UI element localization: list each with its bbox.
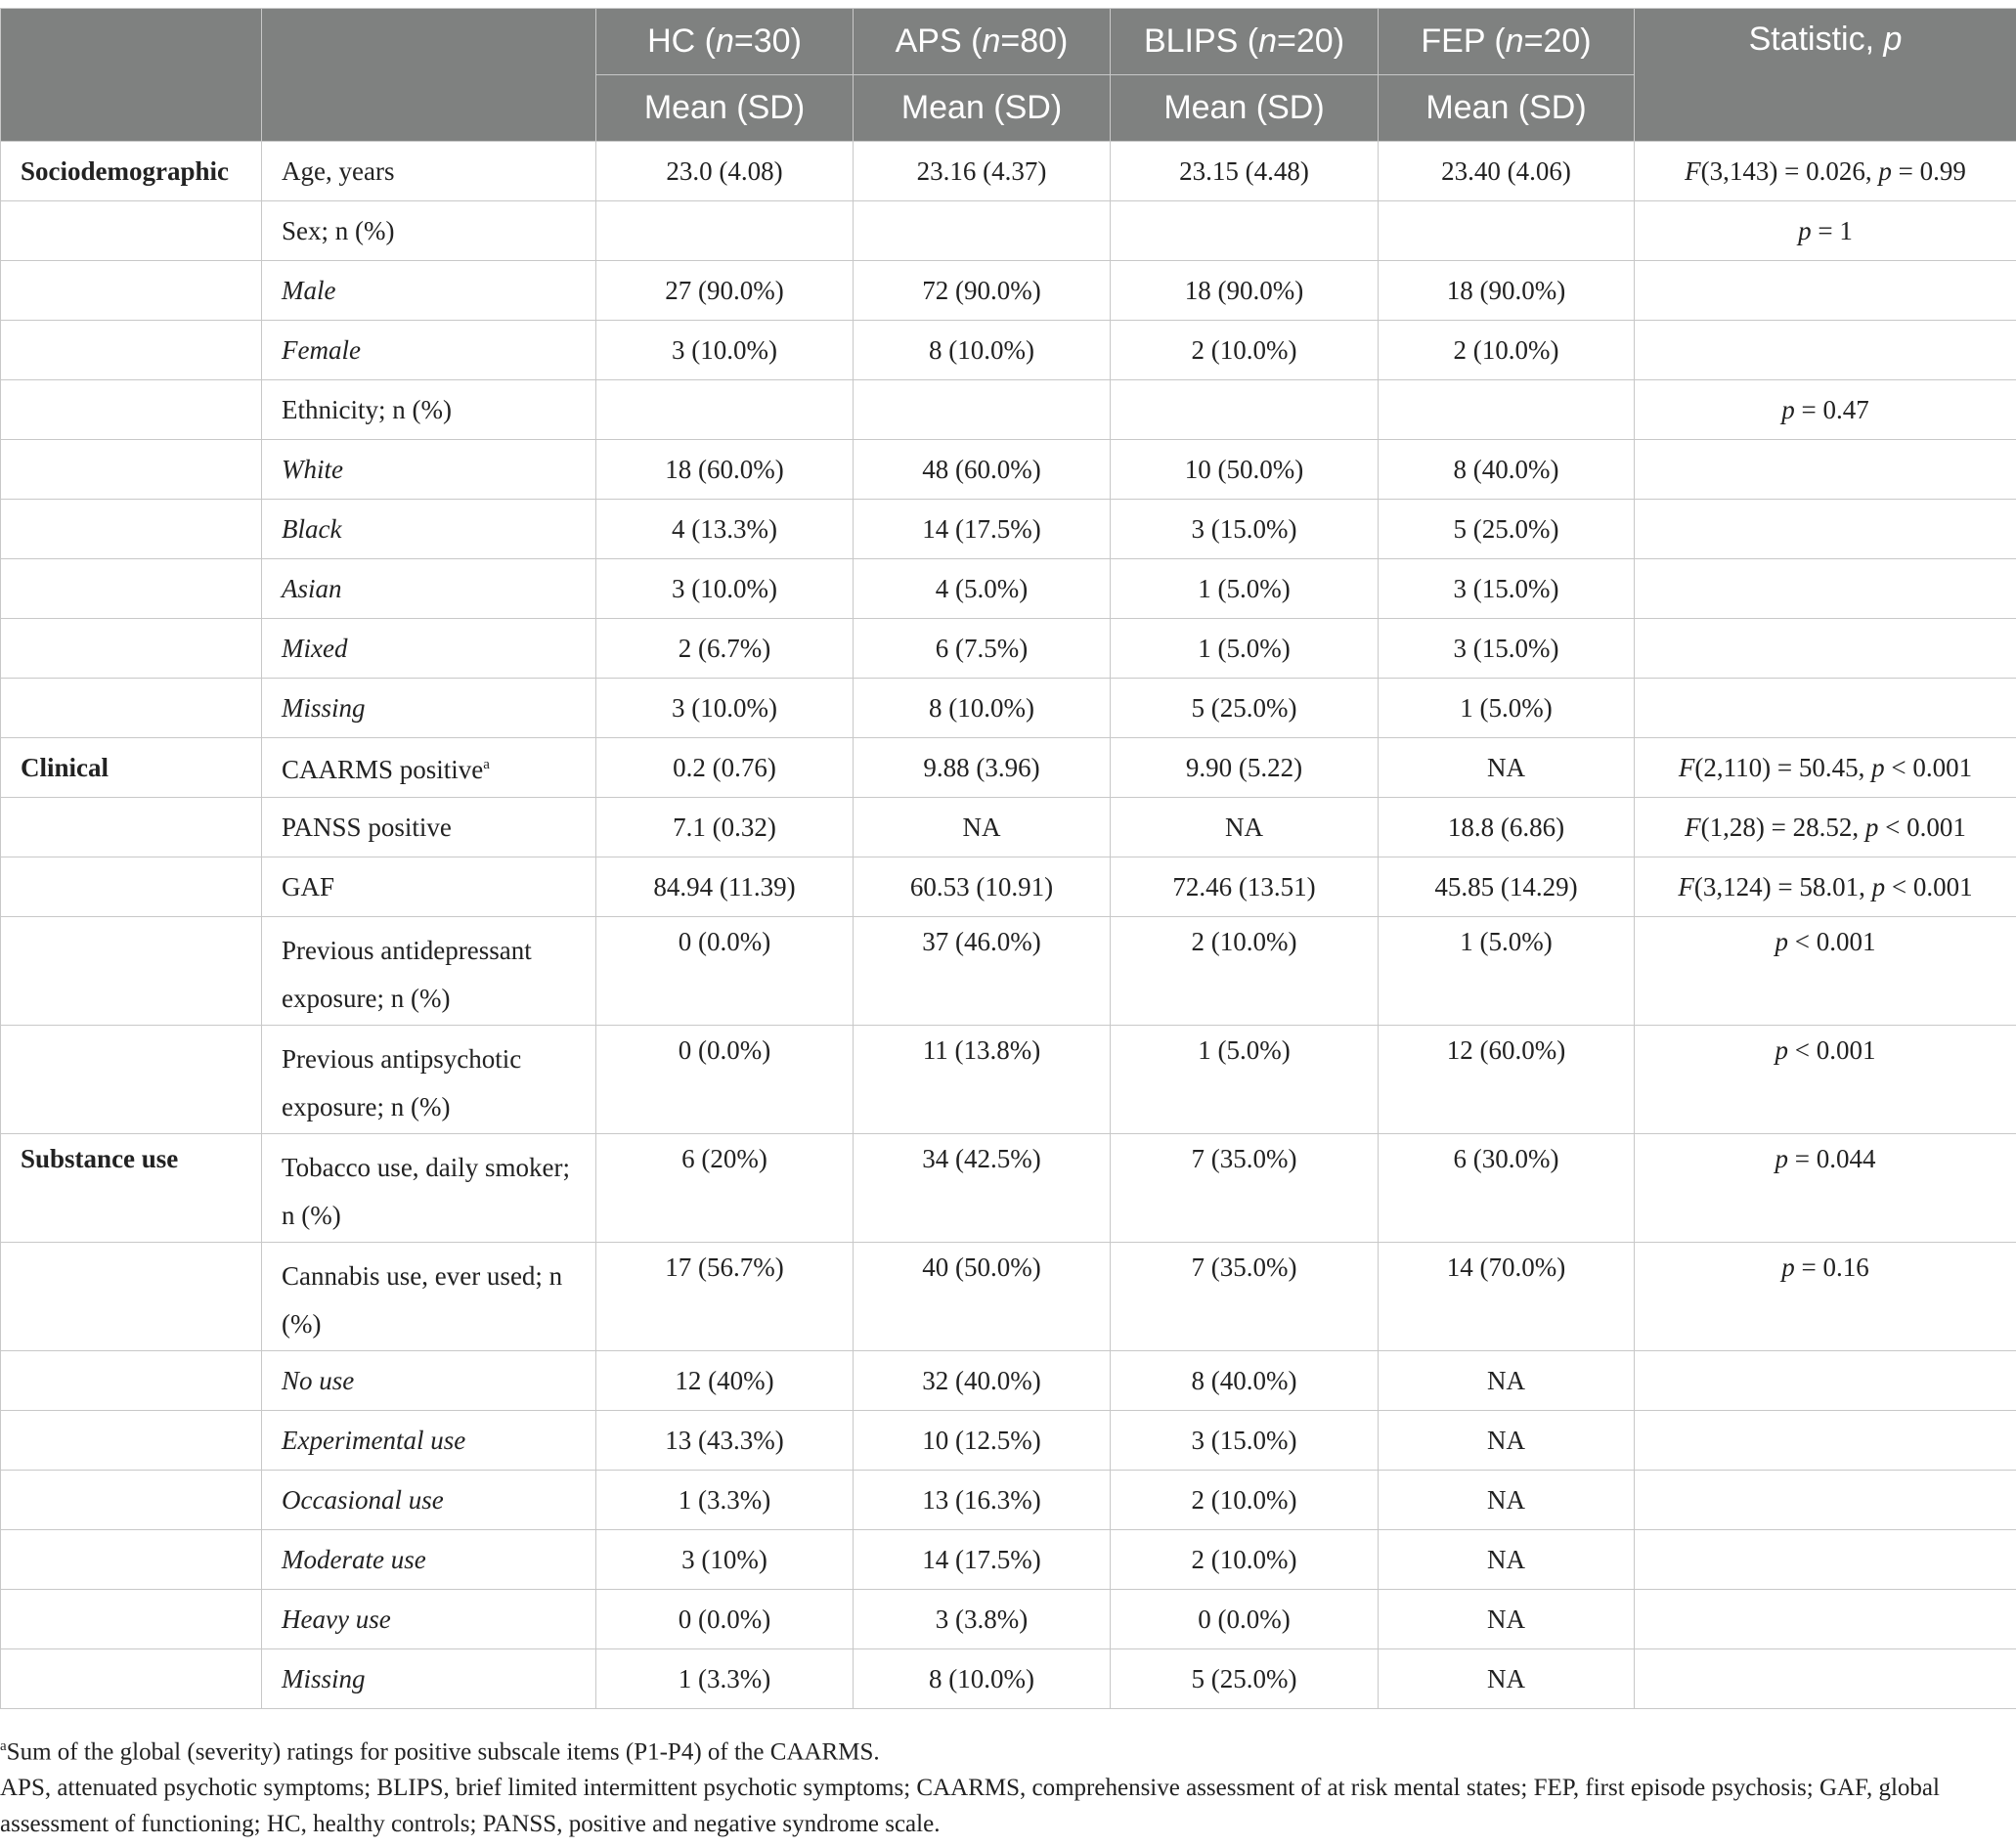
table-row [1,1351,2016,1411]
statistic-part: < 0.001 [1788,927,1876,956]
table-row [1,142,2016,201]
row-variable-label: Occasional use [282,1484,444,1515]
cell-statistic [1635,201,2016,261]
cell-aps: 4 (5.0%) [854,559,1111,619]
cell-hc: 17 (56.7%) [596,1243,854,1351]
cell-fep: NA [1379,1649,1635,1709]
table-row [1,917,2016,1026]
row-variable-label: PANSS positive [282,812,452,842]
row-variable-label: Male [282,275,336,305]
row-variable [262,1471,596,1530]
cell-statistic [1635,261,2016,321]
cell-hc: 13 (43.3%) [596,1411,854,1471]
footnote-marker: a [483,757,490,772]
row-variable [262,619,596,679]
cell-aps: 8 (10.0%) [854,321,1111,380]
row-variable [262,1649,596,1709]
row-variable-label: CAARMS positive [282,755,484,784]
row-variable-label: Black [282,513,342,544]
footnote-a: $^a$Sum of the global (severity) ratings for positive subscale items (P1-P4) of the CAARMS. [0,1738,880,1766]
cell-blips: 5 (25.0%) [1111,679,1379,738]
cell-blips [1111,380,1379,440]
header-hc: HC (n=30) [596,9,854,75]
cell-statistic [1635,619,2016,679]
row-variable-label: Missing [282,692,366,723]
cell-aps: 13 (16.3%) [854,1471,1111,1530]
row-category [1,679,262,738]
cell-blips [1111,201,1379,261]
row-category [1,1649,262,1709]
cell-blips: 10 (50.0%) [1111,440,1379,500]
row-category [1,798,262,857]
statistic-part: (3,124) = 58.01, [1693,871,1872,901]
cell-fep: 23.40 (4.06) [1379,142,1635,201]
header-blips: BLIPS (n=20) [1111,9,1379,75]
table-body [1,142,2016,1709]
row-category [1,857,262,917]
row-variable-label: Heavy use [282,1604,391,1634]
cell-statistic [1635,1471,2016,1530]
cell-aps [854,380,1111,440]
cell-statistic [1635,1411,2016,1471]
cell-blips: 72.46 (13.51) [1111,857,1379,917]
row-variable-label: Moderate use [282,1544,426,1574]
cell-fep [1379,380,1635,440]
row-variable-label: Asian [282,573,342,603]
cell-fep: NA [1379,1411,1635,1471]
row-variable [262,1351,596,1411]
header-hc-subhead: Mean (SD) [596,75,854,142]
table-row [1,380,2016,440]
table-row [1,1134,2016,1243]
cell-fep: 12 (60.0%) [1379,1026,1635,1134]
row-variable-label: Age, years [282,155,395,186]
table-row [1,857,2016,917]
statistic-part: p [1775,1035,1788,1065]
cell-hc: 12 (40%) [596,1351,854,1411]
cell-statistic [1635,380,2016,440]
header-statistic: Statistic, p [1635,9,2016,142]
cell-aps [854,201,1111,261]
row-category [1,500,262,559]
table-row [1,1530,2016,1590]
row-variable [262,679,596,738]
cell-fep: 1 (5.0%) [1379,917,1635,1026]
cell-blips: 5 (25.0%) [1111,1649,1379,1709]
statistic-part: (3,143) = 0.026, [1700,155,1879,186]
header-aps: APS (n=80) [854,9,1111,75]
cell-blips: 1 (5.0%) [1111,1026,1379,1134]
cell-statistic [1635,559,2016,619]
statistic-part: F [1678,871,1694,901]
cell-hc: 4 (13.3%) [596,500,854,559]
table-row [1,679,2016,738]
statistic-part: = 0.47 [1794,394,1869,424]
row-variable-label: Mixed [282,633,348,663]
cell-statistic [1635,738,2016,798]
cell-blips: 2 (10.0%) [1111,321,1379,380]
cell-aps: 6 (7.5%) [854,619,1111,679]
cell-blips: 18 (90.0%) [1111,261,1379,321]
row-variable-label: Ethnicity; n (%) [282,394,452,424]
cell-statistic [1635,1026,2016,1134]
table-row [1,1411,2016,1471]
row-variable [262,738,596,798]
table-row [1,738,2016,798]
cell-aps: 48 (60.0%) [854,440,1111,500]
table-header [1,9,2016,142]
cell-aps: 23.16 (4.37) [854,142,1111,201]
cell-hc: 0 (0.0%) [596,1026,854,1134]
cell-hc: 3 (10%) [596,1530,854,1590]
row-category [1,321,262,380]
cell-blips: 23.15 (4.48) [1111,142,1379,201]
statistic-part: p [1781,394,1795,424]
row-category: Clinical [1,738,262,798]
row-variable-label: Cannabis use, ever used; n (%) [282,1261,563,1339]
cell-fep: 3 (15.0%) [1379,559,1635,619]
cell-hc: 18 (60.0%) [596,440,854,500]
row-variable [262,1243,596,1351]
row-variable [262,798,596,857]
cell-hc: 0 (0.0%) [596,917,854,1026]
row-variable [262,201,596,261]
cell-statistic [1635,679,2016,738]
cell-fep: 8 (40.0%) [1379,440,1635,500]
statistic-part: = 0.99 [1891,155,1966,186]
row-category [1,380,262,440]
cell-hc: 0 (0.0%) [596,1590,854,1649]
table-row [1,798,2016,857]
cell-blips: NA [1111,798,1379,857]
cell-statistic [1635,500,2016,559]
row-variable [262,261,596,321]
cell-blips: 2 (10.0%) [1111,1471,1379,1530]
cell-fep: NA [1379,1471,1635,1530]
table-row [1,500,2016,559]
row-variable [262,1134,596,1243]
cell-hc: 3 (10.0%) [596,321,854,380]
cell-fep: 45.85 (14.29) [1379,857,1635,917]
row-variable-label: GAF [282,871,335,901]
cell-hc: 0.2 (0.76) [596,738,854,798]
cell-aps: 9.88 (3.96) [854,738,1111,798]
header-variable-blank [262,9,596,142]
row-variable [262,1026,596,1134]
cell-hc: 2 (6.7%) [596,619,854,679]
statistic-part: p [1871,871,1886,901]
row-category [1,1243,262,1351]
row-variable [262,1530,596,1590]
cell-aps: 14 (17.5%) [854,500,1111,559]
row-variable [262,321,596,380]
cell-blips: 7 (35.0%) [1111,1243,1379,1351]
cell-statistic [1635,1134,2016,1243]
statistic-part: p [1864,812,1879,842]
header-fep: FEP (n=20) [1379,9,1635,75]
row-category [1,261,262,321]
table-row [1,619,2016,679]
cell-aps: 34 (42.5%) [854,1134,1111,1243]
footnotes [0,1729,2016,1842]
header-fep-subhead: Mean (SD) [1379,75,1635,142]
cell-aps: 8 (10.0%) [854,1649,1111,1709]
cell-fep: 1 (5.0%) [1379,679,1635,738]
statistic-part: p [1871,752,1885,782]
table-row [1,321,2016,380]
demographics-table [0,8,2016,1709]
cell-aps: 10 (12.5%) [854,1411,1111,1471]
cell-hc: 1 (3.3%) [596,1649,854,1709]
cell-hc: 1 (3.3%) [596,1471,854,1530]
table-row [1,1026,2016,1134]
statistic-part: < 0.001 [1884,752,1973,782]
row-category [1,1530,262,1590]
statistic-part: F [1685,812,1701,842]
row-variable-label: Previous antipsychotic exposure; n (%) [282,1044,522,1121]
cell-fep [1379,201,1635,261]
footnote-abbreviations: APS, attenuated psychotic symptoms; BLIPS, brief limited intermittent psychotic symptoms; CAARMS, comprehensive assessment of at risk mental states; FEP, first episode psychosis; GAF, global assessment of functioning; HC, healthy controls; PANSS, positive and negative syndrome scale. [0,1775,1940,1838]
cell-statistic [1635,917,2016,1026]
cell-hc: 3 (10.0%) [596,679,854,738]
cell-blips: 9.90 (5.22) [1111,738,1379,798]
row-category: Sociodemographic [1,142,262,201]
cell-fep: NA [1379,738,1635,798]
cell-hc: 3 (10.0%) [596,559,854,619]
statistic-part: p [1775,1144,1788,1173]
cell-hc: 23.0 (4.08) [596,142,854,201]
statistic-part: < 0.001 [1885,871,1973,901]
cell-fep: 18 (90.0%) [1379,261,1635,321]
table-row [1,1243,2016,1351]
cell-aps: 14 (17.5%) [854,1530,1111,1590]
row-variable [262,857,596,917]
cell-statistic [1635,798,2016,857]
statistic-part: = 0.16 [1794,1253,1869,1282]
table-row [1,1471,2016,1530]
cell-blips: 2 (10.0%) [1111,1530,1379,1590]
row-variable [262,142,596,201]
header-blips-subhead: Mean (SD) [1111,75,1379,142]
cell-fep: NA [1379,1351,1635,1411]
table-row [1,559,2016,619]
cell-hc [596,380,854,440]
cell-hc: 84.94 (11.39) [596,857,854,917]
row-variable-label: Experimental use [282,1425,466,1455]
row-variable [262,1411,596,1471]
cell-aps: 32 (40.0%) [854,1351,1111,1411]
cell-hc: 7.1 (0.32) [596,798,854,857]
row-variable [262,559,596,619]
row-category [1,201,262,261]
cell-fep: NA [1379,1590,1635,1649]
cell-blips: 0 (0.0%) [1111,1590,1379,1649]
cell-aps: 3 (3.8%) [854,1590,1111,1649]
cell-blips: 1 (5.0%) [1111,619,1379,679]
row-variable-label: Missing [282,1663,366,1693]
cell-statistic [1635,1649,2016,1709]
statistic-part: (1,28) = 28.52, [1700,812,1865,842]
row-variable-label: Previous antidepressant exposure; n (%) [282,936,532,1013]
cell-statistic [1635,440,2016,500]
statistic-part: p [1781,1253,1795,1282]
row-category: Substance use [1,1134,262,1243]
statistic-part: p [1878,155,1892,186]
cell-statistic [1635,857,2016,917]
row-variable-label: Female [282,334,361,365]
cell-blips: 8 (40.0%) [1111,1351,1379,1411]
statistic-part: p [1775,927,1788,956]
row-variable-label: No use [282,1365,355,1395]
cell-fep: NA [1379,1530,1635,1590]
row-category [1,917,262,1026]
statistic-part: F [1678,752,1695,782]
table-row [1,440,2016,500]
cell-aps: 60.53 (10.91) [854,857,1111,917]
row-category [1,1411,262,1471]
statistic-part: < 0.001 [1878,812,1966,842]
statistic-part: (2,110) = 50.45, [1694,752,1872,782]
table-row [1,201,2016,261]
row-variable-label: Tobacco use, daily smoker; n (%) [282,1153,571,1230]
header-category-blank [1,9,262,142]
cell-fep: 14 (70.0%) [1379,1243,1635,1351]
row-category [1,440,262,500]
cell-fep: 5 (25.0%) [1379,500,1635,559]
row-variable [262,917,596,1026]
cell-statistic [1635,1530,2016,1590]
cell-aps: 40 (50.0%) [854,1243,1111,1351]
row-category [1,1590,262,1649]
cell-aps: NA [854,798,1111,857]
cell-blips: 3 (15.0%) [1111,500,1379,559]
cell-hc: 27 (90.0%) [596,261,854,321]
header-aps-subhead: Mean (SD) [854,75,1111,142]
row-category [1,619,262,679]
row-variable-label: Sex; n (%) [282,215,395,245]
row-category [1,559,262,619]
cell-aps: 11 (13.8%) [854,1026,1111,1134]
statistic-part: = 0.044 [1788,1144,1876,1173]
statistic-part: F [1685,155,1701,186]
statistic-part: p [1798,215,1812,245]
cell-aps: 72 (90.0%) [854,261,1111,321]
statistic-part: < 0.001 [1788,1035,1876,1065]
cell-fep: 18.8 (6.86) [1379,798,1635,857]
cell-statistic [1635,142,2016,201]
row-variable [262,500,596,559]
row-category [1,1026,262,1134]
row-variable [262,380,596,440]
cell-fep: 6 (30.0%) [1379,1134,1635,1243]
row-category [1,1471,262,1530]
cell-blips: 2 (10.0%) [1111,917,1379,1026]
row-variable [262,1590,596,1649]
row-variable-label: White [282,454,343,484]
row-variable [262,440,596,500]
cell-blips: 7 (35.0%) [1111,1134,1379,1243]
cell-statistic [1635,1351,2016,1411]
statistic-part: = 1 [1811,215,1853,245]
cell-hc: 6 (20%) [596,1134,854,1243]
row-category [1,1351,262,1411]
cell-blips: 3 (15.0%) [1111,1411,1379,1471]
cell-fep: 3 (15.0%) [1379,619,1635,679]
table-row [1,261,2016,321]
cell-hc [596,201,854,261]
cell-aps: 37 (46.0%) [854,917,1111,1026]
cell-statistic [1635,1243,2016,1351]
cell-fep: 2 (10.0%) [1379,321,1635,380]
cell-statistic [1635,321,2016,380]
table-row [1,1649,2016,1709]
table-row [1,1590,2016,1649]
cell-statistic [1635,1590,2016,1649]
cell-blips: 1 (5.0%) [1111,559,1379,619]
cell-aps: 8 (10.0%) [854,679,1111,738]
